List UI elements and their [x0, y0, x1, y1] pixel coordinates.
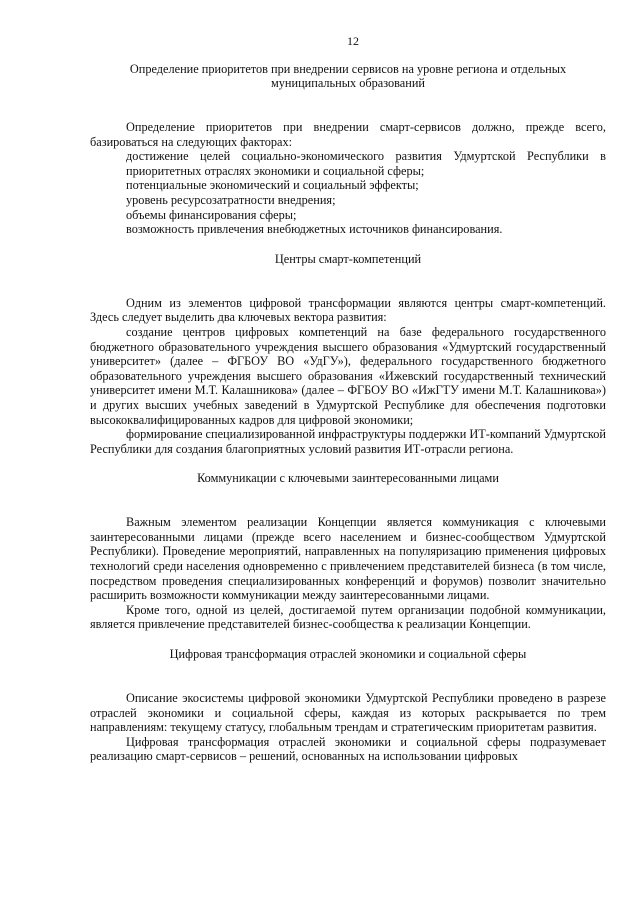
paragraph: Одним из элементов цифровой трансформации являются центры смарт-компетенций. Здесь следует выделить два ключевых вектора развития: [90, 295, 606, 325]
paragraph: Цифровая трансформация отраслей экономики и социальной сферы подразумевает реализацию смарт-сервисов – решений, основанных на использовании цифровых [90, 734, 606, 764]
list-item: уровень ресурсозатратности внедрения; [126, 192, 336, 207]
paragraph: Определение приоритетов при внедрении смарт-сервисов должно, прежде всего, базироваться на следующих факторах: [90, 120, 606, 149]
section-heading-smart-competence-centers: Центры смарт-компетенций [274, 251, 422, 266]
section-digital-transformation [90, 647, 606, 764]
section-heading-digital-transformation: Цифровая трансформация отраслей экономики и социальной сферы [169, 647, 527, 662]
section-heading-priorities [90, 62, 606, 90]
paragraph: Описание экосистемы цифровой экономики Удмуртской Республики проведено в разрезе отраслей экономики и социальной сферы, каждая из которых раскрывается по трем направлениям: текущему статусу, глобальным трендам и стратегическим приоритетам развития. [90, 691, 606, 735]
section-priorities [90, 62, 606, 237]
section-smart-competence-centers [90, 252, 606, 457]
list-item: создание центров цифровых компетенций на базе федерального государственного бюджетного образовательного учреждения высшего образования «Удмуртский государственный университет» (далее – ФГБОУ ВО «УдГУ»), федерального государственного бюджетного образовательного учреждения высшего образования «Ижевский государственный технический университет имени М.Т. Калашникова» (далее – ФГБОУ ВО «ИжГТУ имени М.Т. Калашникова») и других высших учебных заведений в Удмуртской Республике для обеспечения подготовки высококвалифицированных кадров для цифровой экономики; [90, 324, 606, 427]
list-item: формирование специализированной инфраструктуры поддержки ИТ-компаний Удмуртской Республики для создания благоприятных условий развития ИТ-отрасли региона. [90, 427, 607, 456]
list-item: потенциальные экономический и социальный эффекты; [126, 178, 419, 193]
page-number: 12 [347, 34, 359, 48]
list-item: достижение целей социально-экономического развития Удмуртской Республики в приоритетных отраслях экономики и социальной сферы; [126, 149, 606, 178]
section-heading-communications: Коммуникации с ключевыми заинтересованными лицами [197, 471, 499, 486]
heading-line: муниципальных образований [271, 76, 425, 90]
heading-line: Определение приоритетов при внедрении сервисов на уровне региона и отдельных [129, 62, 567, 76]
paragraph: Кроме того, одной из целей, достигаемой путем организации подобной коммуникации, является привлечение представителей бизнес-сообщества к реализации Концепции. [90, 602, 606, 632]
paragraph: Важным элементом реализации Концепции является коммуникация с ключевыми заинтересованными лицами (прежде всего населением и бизнес-сообществом Удмуртской Республики). Проведение мероприятий, направленных на популяризацию применения цифровых технологий среди населения одновременно с привлечением представителей бизнеса (в том числе, посредством проведения специализированных конференций и форумов) позволит значительно расширить возможности коммуникации между заинтересованными лицами. [90, 515, 606, 603]
section-communications [90, 471, 606, 632]
list-item: возможность привлечения внебюджетных источников финансирования. [126, 222, 503, 237]
list-item: объемы финансирования сферы; [126, 207, 297, 222]
